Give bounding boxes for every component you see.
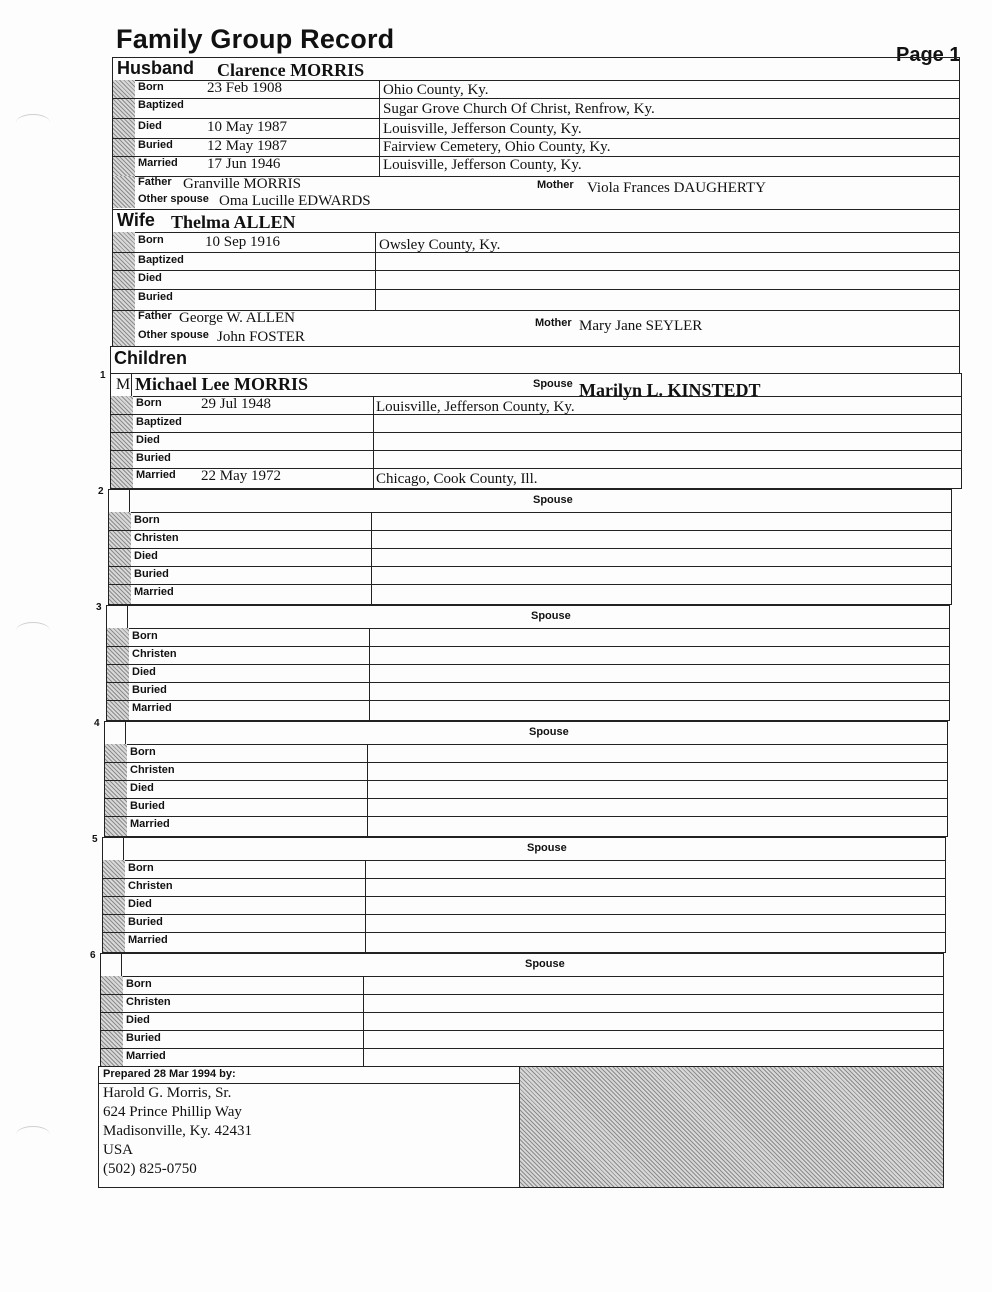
christen-label: Christen	[134, 532, 179, 544]
child-name-row	[109, 490, 951, 513]
died-label: Died	[134, 550, 158, 562]
married-label: Married	[132, 702, 172, 714]
died-row	[107, 664, 949, 683]
wife-name-row	[113, 210, 959, 233]
wife-died-row	[113, 270, 959, 290]
born-label: Born	[138, 234, 164, 246]
born-label: Born	[132, 630, 158, 642]
husband-died-row	[113, 118, 959, 139]
christen-label: Christen	[130, 764, 175, 776]
born-row	[107, 628, 949, 647]
spouse-label: Spouse	[533, 494, 573, 506]
wife-born-place: Owsley County, Ky.	[379, 237, 501, 253]
parents-shade	[113, 176, 135, 208]
christen-row	[101, 994, 943, 1013]
married-label: Married	[134, 586, 174, 598]
child-number: 5	[92, 834, 98, 845]
child-number: 4	[94, 718, 100, 729]
born-label: Born	[126, 978, 152, 990]
child-number: 2	[98, 486, 104, 497]
died-label: Died	[126, 1014, 150, 1026]
buried-row	[101, 1030, 943, 1049]
christen-row	[103, 878, 945, 897]
child-1-buried-row	[111, 450, 961, 469]
married-row	[107, 700, 949, 721]
died-row	[105, 780, 947, 799]
child-number: 3	[96, 602, 102, 613]
married-label: Married	[138, 157, 178, 169]
died-label: Died	[138, 120, 162, 132]
sex-divider	[131, 374, 132, 396]
child-1-spouse: Marilyn L. KINSTEDT	[579, 380, 761, 400]
child-1-died-row	[111, 432, 961, 451]
footer-shade	[519, 1067, 943, 1187]
child-name-row	[103, 838, 945, 861]
born-label: Born	[136, 397, 162, 409]
christen-label: Christen	[132, 648, 177, 660]
child-2-section	[108, 489, 952, 605]
spouse-label: Spouse	[527, 842, 567, 854]
buried-row	[109, 566, 951, 585]
wife-father: George W. ALLEN	[179, 310, 295, 326]
page-title: Family Group Record	[116, 24, 395, 54]
born-label: Born	[138, 81, 164, 93]
buried-label: Buried	[138, 139, 173, 151]
wife-parents-row	[113, 310, 959, 334]
husband-parents-row	[113, 176, 959, 196]
wife-buried-row	[113, 289, 959, 311]
married-label: Married	[128, 934, 168, 946]
born-label: Born	[134, 514, 160, 526]
children-label: Children	[114, 348, 188, 368]
born-label: Born	[128, 862, 154, 874]
christen-row	[109, 530, 951, 549]
binder-hole	[16, 622, 50, 639]
christen-label: Christen	[126, 996, 171, 1008]
wife-mother: Mary Jane SEYLER	[579, 318, 703, 334]
child-1-name: Michael Lee MORRIS	[135, 374, 308, 394]
married-row	[105, 816, 947, 837]
died-row	[109, 548, 951, 567]
married-label: Married	[126, 1050, 166, 1062]
child-name-row	[101, 954, 943, 977]
husband-born-date: 23 Feb 1908	[207, 80, 282, 96]
husband-father: Granville MORRIS	[183, 176, 301, 192]
prepared-row	[99, 1067, 519, 1084]
child-1-section	[110, 373, 962, 489]
binder-hole	[16, 114, 50, 131]
buried-label: Buried	[138, 291, 173, 303]
spouse-label: Spouse	[533, 378, 573, 390]
born-label: Born	[130, 746, 156, 758]
child-5-section	[102, 837, 946, 953]
wife-baptized-row	[113, 252, 959, 271]
spouse-label: Spouse	[531, 610, 571, 622]
husband-died-date: 10 May 1987	[207, 119, 287, 135]
child-4-section	[104, 721, 948, 837]
husband-buried-date: 12 May 1987	[207, 138, 287, 154]
died-label: Died	[130, 782, 154, 794]
preparer-phone: (502) 825-0750	[103, 1161, 197, 1177]
married-row	[109, 584, 951, 605]
child-1-born-place: Louisville, Jefferson County, Ky.	[376, 399, 575, 415]
preparer-street: 624 Prince Phillip Way	[103, 1104, 242, 1120]
buried-row	[105, 798, 947, 817]
husband-born-row	[113, 80, 959, 99]
buried-label: Buried	[130, 800, 165, 812]
spouse-label: Spouse	[525, 958, 565, 970]
wife-section	[112, 209, 960, 346]
died-row	[101, 1012, 943, 1031]
husband-section	[112, 57, 960, 209]
buried-label: Buried	[132, 684, 167, 696]
husband-name: Clarence MORRIS	[217, 60, 365, 80]
married-label: Married	[136, 469, 176, 481]
child-1-married-row	[111, 468, 961, 489]
mother-label: Mother	[535, 317, 572, 329]
sex-divider	[121, 954, 122, 976]
died-row	[103, 896, 945, 915]
sex-divider	[125, 722, 126, 744]
child-1-married-place: Chicago, Cook County, Ill.	[376, 471, 538, 487]
preparer-country: USA	[103, 1142, 134, 1158]
christen-label: Christen	[128, 880, 173, 892]
husband-baptized-place: Sugar Grove Church Of Christ, Renfrow, Ky.	[383, 101, 655, 117]
died-label: Died	[132, 666, 156, 678]
christen-row	[107, 646, 949, 665]
buried-row	[107, 682, 949, 701]
wife-label: Wife	[117, 210, 155, 230]
sex-divider	[127, 606, 128, 628]
husband-married-place: Louisville, Jefferson County, Ky.	[383, 157, 582, 173]
child-1-baptized-row	[111, 414, 961, 433]
preparer-name: Harold G. Morris, Sr.	[103, 1085, 232, 1101]
born-row	[103, 860, 945, 879]
child-1-born-row	[111, 396, 961, 415]
buried-label: Buried	[136, 452, 171, 464]
husband-married-date: 17 Jun 1946	[207, 156, 281, 172]
baptized-label: Baptized	[136, 416, 182, 428]
preparer-city: Madisonville, Ky. 42431	[103, 1123, 253, 1139]
husband-other-spouse: Oma Lucille EDWARDS	[219, 193, 371, 209]
born-row	[109, 512, 951, 531]
child-name-row	[105, 722, 947, 745]
father-label: Father	[138, 310, 172, 322]
prepared-label: Prepared 28 Mar 1994 by:	[103, 1068, 236, 1080]
christen-row	[105, 762, 947, 781]
child-1-married-date: 22 May 1972	[201, 468, 281, 484]
wife-other-spouse: John FOSTER	[217, 329, 305, 345]
mother-label: Mother	[537, 179, 574, 191]
husband-buried-place: Fairview Cemetery, Ohio County, Ky.	[383, 139, 611, 155]
child-number: 6	[90, 950, 96, 961]
husband-married-row	[113, 156, 959, 177]
husband-other-spouse-row	[113, 192, 959, 210]
child-number: 1	[100, 370, 106, 381]
wife-born-row	[113, 232, 959, 253]
sex-divider	[129, 490, 130, 512]
husband-name-row	[113, 58, 959, 81]
page-number: Page 1	[896, 44, 961, 66]
other-spouse-label: Other spouse	[138, 329, 209, 341]
other-spouse-label: Other spouse	[138, 193, 209, 205]
child-1-name-row	[111, 374, 961, 400]
child-3-section	[106, 605, 950, 721]
husband-label: Husband	[117, 58, 195, 78]
baptized-label: Baptized	[138, 254, 184, 266]
married-row	[103, 932, 945, 953]
died-label: Died	[136, 434, 160, 446]
husband-mother: Viola Frances DAUGHERTY	[587, 180, 766, 196]
father-label: Father	[138, 176, 172, 188]
died-label: Died	[128, 898, 152, 910]
buried-label: Buried	[134, 568, 169, 580]
wife-name: Thelma ALLEN	[171, 212, 296, 232]
husband-buried-row	[113, 138, 959, 157]
child-1-sex: M	[116, 376, 131, 393]
buried-row	[103, 914, 945, 933]
born-row	[105, 744, 947, 763]
binder-hole	[16, 1126, 50, 1143]
child-1-born-date: 29 Jul 1948	[201, 396, 272, 412]
preparer-footer	[98, 1066, 944, 1188]
married-label: Married	[130, 818, 170, 830]
sex-divider	[123, 838, 124, 860]
buried-label: Buried	[126, 1032, 161, 1044]
wife-born-date: 10 Sep 1916	[205, 234, 280, 250]
wife-other-spouse-row	[113, 329, 959, 347]
child-6-section	[100, 953, 944, 1066]
husband-baptized-row	[113, 98, 959, 119]
married-row	[101, 1048, 943, 1066]
baptized-label: Baptized	[138, 99, 184, 111]
husband-born-place: Ohio County, Ky.	[383, 82, 489, 98]
children-header	[110, 346, 960, 373]
died-label: Died	[138, 272, 162, 284]
husband-died-place: Louisville, Jefferson County, Ky.	[383, 121, 582, 137]
spouse-label: Spouse	[529, 726, 569, 738]
children-header-row	[111, 347, 959, 374]
born-row	[101, 976, 943, 995]
child-name-row	[107, 606, 949, 629]
buried-label: Buried	[128, 916, 163, 928]
